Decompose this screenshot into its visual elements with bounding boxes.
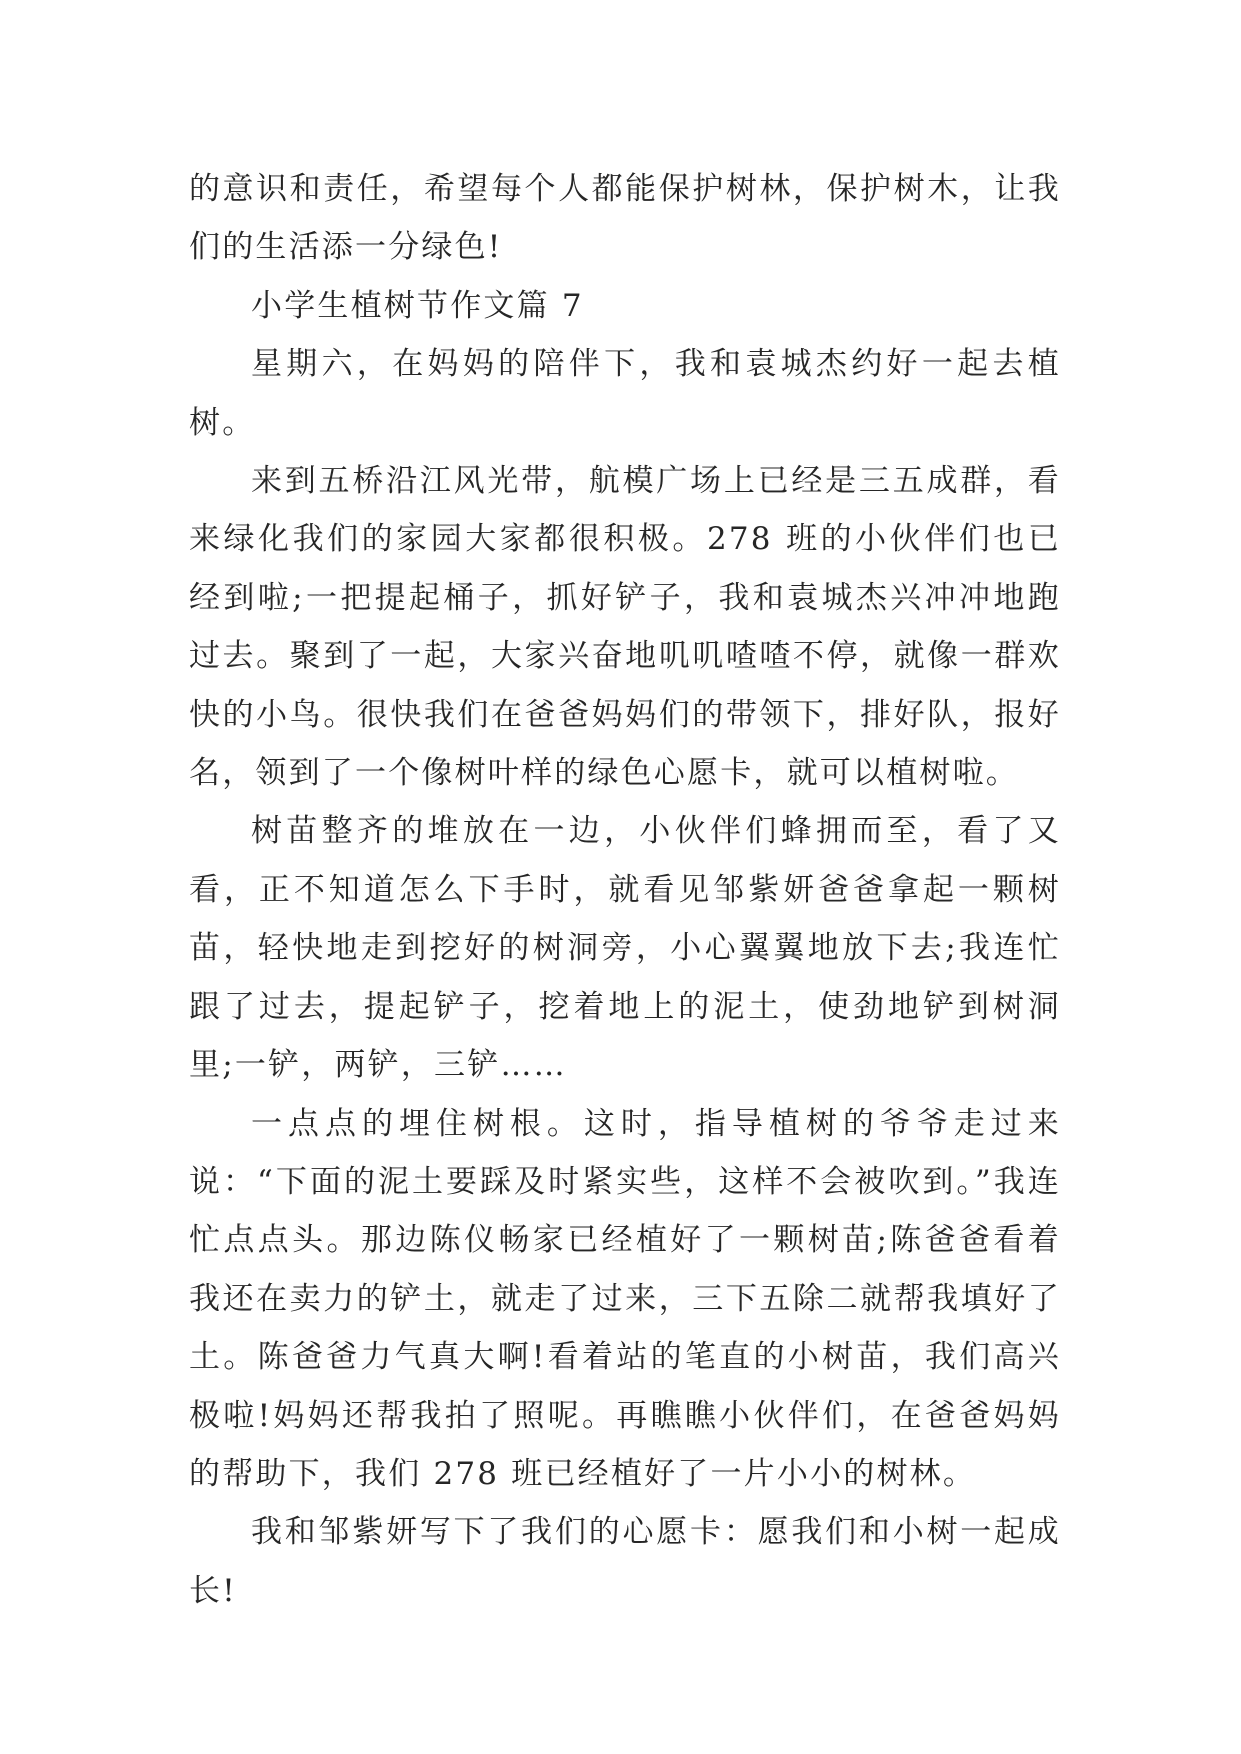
paragraph: 一点点的埋住树根。这时，指导植树的爷爷走过来说：“下面的泥土要踩及时紧实些，这样不会被吹到。”我连忙点点头。那边陈仪畅家已经植好了一颗树苗;陈爸爸看着我还在卖力的铲土，就走了过来，三下五除二就帮我填好了土。陈爸爸力气真大啊!看着站的笔直的小树苗，我们高兴极啦!妈妈还帮我拍了照呢。再瞧瞧小伙伴们，在爸爸妈妈的帮助下，我们 278 班已经植好了一片小小的树林。 [189, 1105, 1061, 1492]
section-heading: 小学生植树节作文篇 7 [251, 287, 584, 324]
article-body [189, 160, 1061, 1620]
paragraph: 星期六，在妈妈的陪伴下，我和袁城杰约好一起去植树。 [189, 346, 1061, 441]
paragraph: 树苗整齐的堆放在一边，小伙伴们蜂拥而至，看了又看，正不知道怎么下手时，就看见邹紫妍爸爸拿起一颗树苗，轻快地走到挖好的树洞旁，小心翼翼地放下去;我连忙跟了过去，提起铲子，挖着地上的泥土，使劲地铲到树洞里;一铲，两铲，三铲…… [189, 813, 1061, 1084]
paragraph: 来到五桥沿江风光带，航模广场上已经是三五成群，看来绿化我们的家园大家都很积极。278 班的小伙伴们也已经到啦;一把提起桶子，抓好铲子，我和袁城杰兴冲冲地跑过去。聚到了一起，大家兴奋地叽叽喳喳不停，就像一群欢快的小鸟。很快我们在爸爸妈妈们的带领下，排好队，报好名，领到了一个像树叶样的绿色心愿卡，就可以植树啦。 [189, 463, 1061, 792]
paragraph: 我和邹紫妍写下了我们的心愿卡：愿我们和小树一起成长! [189, 1514, 1061, 1609]
paragraph-continuation: 的意识和责任，希望每个人都能保护树林，保护树木，让我们的生活添一分绿色! [189, 171, 1061, 266]
